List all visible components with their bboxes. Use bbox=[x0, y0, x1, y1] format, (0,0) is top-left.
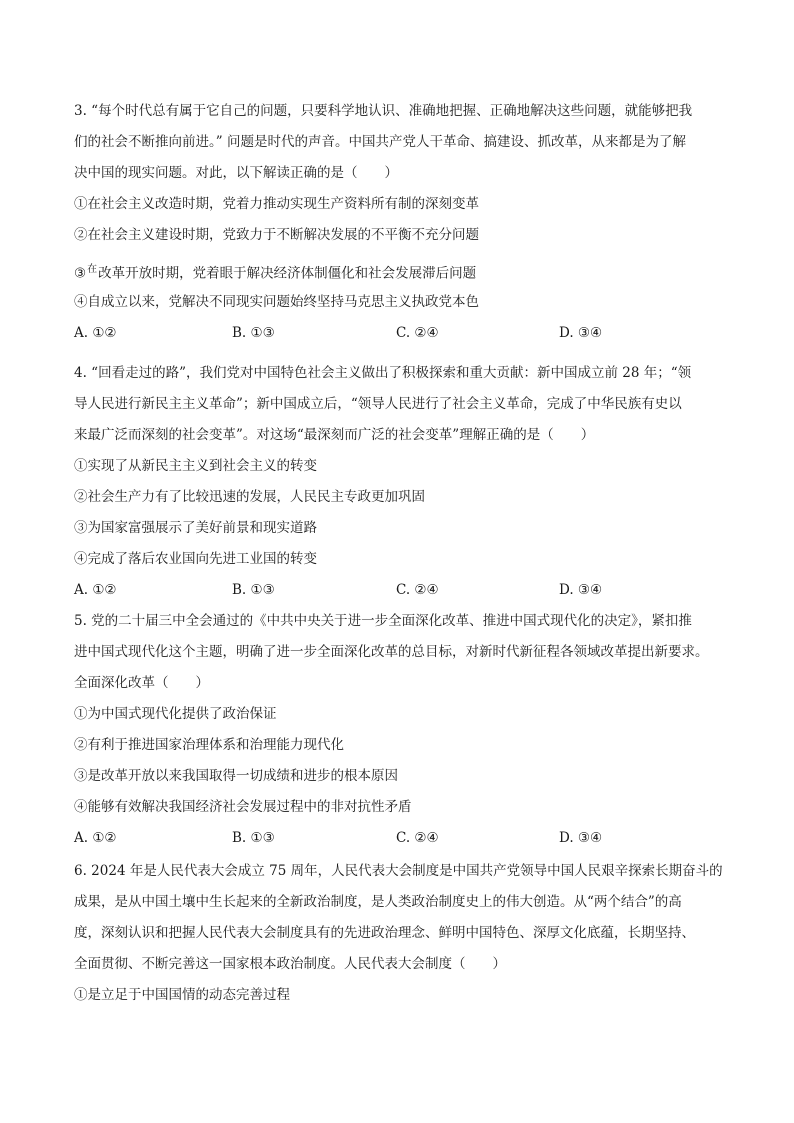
answer-choices bbox=[74, 575, 724, 606]
choice-b[interactable]: B. ①③ bbox=[232, 830, 275, 846]
choice-a[interactable]: A. ①② bbox=[74, 325, 117, 341]
statement-option: ④完成了落后农业国向先进工业国的转变 bbox=[74, 551, 317, 567]
question-5 bbox=[74, 606, 724, 854]
statement-option bbox=[74, 251, 724, 287]
statement-option: ①实现了从新民主主义到社会主义的转变 bbox=[74, 458, 317, 474]
question-stem-line: 全面深化改革（ ） bbox=[74, 675, 209, 691]
statement-option: ②有利于推进国家治理体系和治理能力现代化 bbox=[74, 737, 344, 753]
choice-b[interactable]: B. ①③ bbox=[232, 325, 275, 341]
choice-a[interactable]: A. ①② bbox=[74, 582, 117, 598]
answer-choices bbox=[74, 318, 724, 349]
question-stem-line: 进中国式现代化这个主题，明确了进一步全面深化改革的总目标，对新时代新征程各领域改革提出新要求。 bbox=[74, 644, 709, 660]
question-stem-line: 决中国的现实问题。对此，以下解读正确的是（ ） bbox=[74, 165, 398, 181]
question-stem-line: 们的社会不断推向前进。” 问题是时代的声音。中国共产党人干革命、搞建设、抓改革，从来都是为了解 bbox=[74, 134, 686, 150]
question-stem-line: 成果，是从中国土壤中生长起来的全新政治制度，是人类政治制度史上的伟大创造。从“两个结合”的高 bbox=[74, 894, 682, 910]
statement-option: ①是立足于中国国情的动态完善过程 bbox=[74, 987, 290, 1003]
question-stem-line: 5. 党的二十届三中全会通过的《中共中央关于进一步全面深化改革、推进中国式现代化的决定》，紧扣推 bbox=[74, 613, 692, 629]
statement-option: ④自成立以来，党解决不同现实问题始终坚持马克思主义执政党本色 bbox=[74, 294, 479, 310]
statement-option: ④能够有效解决我国经济社会发展过程中的非对抗性矛盾 bbox=[74, 799, 412, 815]
statement-option: ②在社会主义建设时期，党致力于不断解决发展的不平衡不充分问题 bbox=[74, 227, 479, 243]
choice-c[interactable]: C. ②④ bbox=[396, 582, 439, 598]
choice-d[interactable]: D. ③④ bbox=[559, 582, 603, 598]
option-text: 改革开放时期，党着眼于解决经济体制僵化和社会发展滞后问题 bbox=[98, 265, 477, 282]
choice-c[interactable]: C. ②④ bbox=[396, 325, 439, 341]
statement-option: ③是改革开放以来我国取得一切成绩和进步的根本原因 bbox=[74, 768, 398, 784]
answer-choices bbox=[74, 823, 724, 854]
question-4 bbox=[74, 358, 724, 606]
question-stem-line: 3. “每个时代总有属于它自己的问题，只要科学地认识、准确地把握、正确地解决这些问题，就能够把我 bbox=[74, 103, 693, 119]
question-stem-line: 度，深刻认识和把握人民代表大会制度具有的先进政治理念、鲜明中国特色、深厚文化底蕴，长期坚持、 bbox=[74, 925, 695, 941]
option-marker: ③ bbox=[74, 265, 87, 282]
question-stem-line: 导人民进行新民主主义革命”；新中国成立后，“领导人民进行了社会主义革命，完成了中华民族有史以 bbox=[74, 396, 682, 412]
statement-option: ②社会生产力有了比较迅速的发展，人民民主专政更加巩固 bbox=[74, 489, 425, 505]
statement-option: ③为国家富强展示了美好前景和现实道路 bbox=[74, 520, 317, 536]
question-stem-line: 来最广泛而深刻的社会变革”。对这场“最深刻而广泛的社会变革”理解正确的是（ ） bbox=[74, 427, 595, 443]
question-stem-line: 4. “回看走过的路”，我们党对中国特色社会主义做出了积极探索和重大贡献：新中国成立前 28 年；“领 bbox=[74, 365, 692, 381]
choice-d[interactable]: D. ③④ bbox=[559, 325, 603, 341]
statement-option: ①为中国式现代化提供了政治保证 bbox=[74, 706, 277, 722]
option-inserted-char: 在 bbox=[87, 264, 98, 275]
question-stem-line: 全面贯彻、不断完善这一国家根本政治制度。人民代表大会制度（ ） bbox=[74, 956, 506, 972]
choice-d[interactable]: D. ③④ bbox=[559, 830, 603, 846]
question-stem-line: 6. 2024 年是人民代表大会成立 75 周年，人民代表大会制度是中国共产党领导中国人民艰辛探索长期奋斗的 bbox=[74, 863, 723, 879]
statement-option: ①在社会主义改造时期，党着力推动实现生产资料所有制的深刻变革 bbox=[74, 196, 479, 212]
choice-b[interactable]: B. ①③ bbox=[232, 582, 275, 598]
question-3 bbox=[74, 96, 724, 349]
choice-a[interactable]: A. ①② bbox=[74, 830, 117, 846]
question-6 bbox=[74, 856, 724, 1011]
choice-c[interactable]: C. ②④ bbox=[396, 830, 439, 846]
